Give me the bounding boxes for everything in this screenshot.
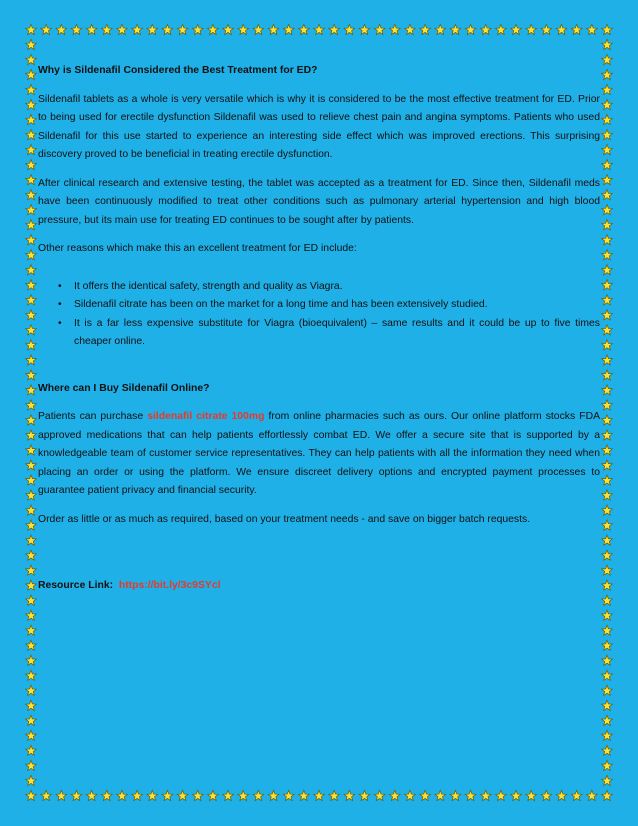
star-icon [26,400,37,410]
star-icon [26,160,37,170]
star-icon [602,69,613,79]
document-body [38,62,600,606]
star-icon [26,790,37,800]
star-icon [26,100,37,110]
star-icon [192,790,203,800]
star-icon [117,790,128,800]
star-icon [602,100,613,110]
reasons-list [38,278,600,352]
resource-line [38,577,600,596]
star-icon [41,790,52,800]
star-icon [405,790,416,800]
star-icon [192,24,203,34]
star-icon [526,790,537,800]
paragraph-purchase-start: Patients can purchase [38,411,148,422]
resource-link[interactable]: https://bit.ly/3c9SYcl [118,580,221,591]
star-icon [26,745,37,755]
list-item [58,278,600,297]
star-icon [602,385,613,395]
star-icon [26,700,37,710]
bullet-icon: • [58,317,62,329]
resource-label: Resource Link: [38,580,114,591]
star-icon [602,310,613,320]
star-icon [602,490,613,500]
star-icon [26,54,37,64]
section-heading-why: Why is Sildenafil Considered the Best Treatment for ED? [38,65,318,76]
star-icon [602,340,613,350]
star-icon [26,730,37,740]
star-icon [526,24,537,34]
star-icon [268,24,279,34]
star-icon [571,790,582,800]
star-icon [26,370,37,380]
star-icon [26,475,37,485]
star-icon [435,790,446,800]
star-icon [602,730,613,740]
star-icon [602,790,613,800]
star-icon [480,24,491,34]
star-icon [147,24,158,34]
star-icon [71,24,82,34]
star-icon [253,790,264,800]
star-icon [26,325,37,335]
star-icon [26,640,37,650]
star-icon [602,160,613,170]
star-icon [26,715,37,725]
star-icon [602,205,613,215]
star-icon [26,115,37,125]
star-icon [602,505,613,515]
star-icon [26,385,37,395]
star-icon [208,790,219,800]
star-icon [299,790,310,800]
star-icon [26,775,37,785]
star-icon [26,505,37,515]
star-icon [602,625,613,635]
star-icon [26,430,37,440]
star-icon [26,685,37,695]
star-icon [71,790,82,800]
star-icon [389,790,400,800]
star-icon [556,790,567,800]
star-icon [602,415,613,425]
star-icon [26,280,37,290]
star-icon [26,205,37,215]
star-icon [86,790,97,800]
star-icon [587,24,598,34]
star-icon [177,790,188,800]
star-icon [602,700,613,710]
star-icon [208,24,219,34]
star-icon [556,24,567,34]
star-icon [465,790,476,800]
star-icon [26,24,37,34]
star-icon [26,145,37,155]
star-icon [602,220,613,230]
star-icon [26,670,37,680]
star-icon [268,790,279,800]
star-icon [602,325,613,335]
star-icon [223,790,234,800]
star-icon [283,24,294,34]
star-icon [420,24,431,34]
star-icon [26,190,37,200]
star-icon [602,520,613,530]
list-item-text: It offers the identical safety, strength and quality as Viagra. [74,280,343,292]
list-item-text: It is a far less expensive substitute for Viagra (bioequivalent) – same results and it could be up to five times cheaper online. [74,317,600,347]
star-icon [602,655,613,665]
star-icon [56,790,67,800]
star-icon [602,265,613,275]
star-icon [26,625,37,635]
star-icon [602,370,613,380]
star-icon [602,775,613,785]
star-icon [602,745,613,755]
star-icon [435,24,446,34]
star-icon [587,790,598,800]
star-icon [602,295,613,305]
star-icon [602,460,613,470]
star-icon [26,535,37,545]
star-icon [86,24,97,34]
star-icon [26,445,37,455]
star-icon [541,24,552,34]
star-icon [602,250,613,260]
star-icon [602,760,613,770]
star-icon [480,790,491,800]
star-icon [26,310,37,320]
star-icon [571,24,582,34]
star-icon [541,790,552,800]
star-icon [26,760,37,770]
star-icon [602,280,613,290]
star-icon [283,790,294,800]
bullet-icon: • [58,299,62,310]
star-icon [602,475,613,485]
star-icon [132,24,143,34]
star-icon [602,640,613,650]
star-icon [26,355,37,365]
star-icon [602,445,613,455]
star-icon [26,235,37,245]
star-icon [602,535,613,545]
star-icon [602,715,613,725]
star-icon [238,24,249,34]
star-icon [511,24,522,34]
star-icon [101,24,112,34]
star-icon [465,24,476,34]
star-icon [602,610,613,620]
star-icon [420,790,431,800]
star-icon [602,355,613,365]
paragraph-purchase [38,408,600,501]
star-icon [26,550,37,560]
star-icon [602,145,613,155]
star-icon [162,24,173,34]
list-item-text: Sildenafil citrate has been on the market for a long time and has been extensively studied. [74,299,488,310]
star-icon [359,24,370,34]
star-icon [511,790,522,800]
star-icon [26,69,37,79]
list-item [58,296,600,315]
paragraph-other-reasons: Other reasons which make this an excellent treatment for ED include: [38,243,357,254]
star-icon [602,595,613,605]
star-icon [26,84,37,94]
star-icon [374,790,385,800]
star-icon [329,790,340,800]
star-icon [496,790,507,800]
paragraph-clinical: After clinical research and extensive testing, the tablet was accepted as a treatment for ED. Since then, Sildenafil meds have been continuously modified to treat other conditions such as pulmonary arterial hypertension and high blood pressure, but its main use for treating ED continues to be sought after by patients. [38,177,600,226]
star-icon [450,790,461,800]
star-icon [602,190,613,200]
star-icon [602,400,613,410]
star-icon [177,24,188,34]
star-icon [117,24,128,34]
star-icon [26,175,37,185]
star-icon [26,565,37,575]
paragraph-order: Order as little or as much as required, based on your treatment needs - and save on bigger batch requests. [38,513,531,525]
star-icon [26,295,37,305]
star-icon [389,24,400,34]
star-icon [26,39,37,49]
star-icon [602,24,613,34]
star-icon [602,235,613,245]
star-icon [253,24,264,34]
star-icon [101,790,112,800]
star-icon [602,54,613,64]
star-icon [26,130,37,140]
star-icon [602,430,613,440]
star-icon [26,340,37,350]
star-icon [602,115,613,125]
star-icon [329,24,340,34]
star-icon [26,415,37,425]
star-icon [26,595,37,605]
star-icon [238,790,249,800]
star-icon [344,24,355,34]
star-icon [359,790,370,800]
star-icon [602,550,613,560]
star-icon [26,610,37,620]
star-icon [344,790,355,800]
paragraph-versatile: Sildenafil tablets as a whole is very versatile which is why it is considered to be the most effective treatment for ED. Prior to being used for erectile dysfunction Sildenafil was used to relieve chest pain and angina symptoms. Patients who used Sildenafil for this use started to experience an interesting side effect which was improved erections. This surprising discovery proved to be beneficial in treating erectile dysfunction. [38,93,600,160]
bullet-icon: • [58,280,62,292]
star-icon [26,655,37,665]
star-icon [602,130,613,140]
sildenafil-link[interactable]: sildenafil citrate 100mg [147,411,265,422]
star-icon [405,24,416,34]
star-icon [602,84,613,94]
star-icon [41,24,52,34]
section-heading-where: Where can I Buy Sildenafil Online? [38,382,210,394]
star-icon [26,490,37,500]
star-icon [602,580,613,590]
star-icon [314,790,325,800]
star-icon [223,24,234,34]
star-icon [26,580,37,590]
star-icon [450,24,461,34]
star-icon [26,220,37,230]
star-icon [314,24,325,34]
paragraph-purchase-rest: from online pharmacies such as ours. Our online platform stocks FDA approved medications that can help patients effortlessly combat ED. We offer a secure site that is supported by a knowledgeable team of customer service representatives. They can help patients with all the information they need when placing an order or using the platform. We ensure discreet delivery options and encrypted payment processes to guarantee patient privacy and financial security. [38,411,601,496]
star-icon [26,265,37,275]
star-icon [147,790,158,800]
star-icon [26,250,37,260]
star-icon [26,520,37,530]
star-icon [56,24,67,34]
list-item [58,315,600,352]
star-icon [602,565,613,575]
star-icon [602,670,613,680]
star-icon [602,175,613,185]
star-icon [602,685,613,695]
star-icon [162,790,173,800]
star-icon [299,24,310,34]
star-icon [602,39,613,49]
star-icon [374,24,385,34]
star-icon [496,24,507,34]
star-icon [132,790,143,800]
star-icon [26,460,37,470]
